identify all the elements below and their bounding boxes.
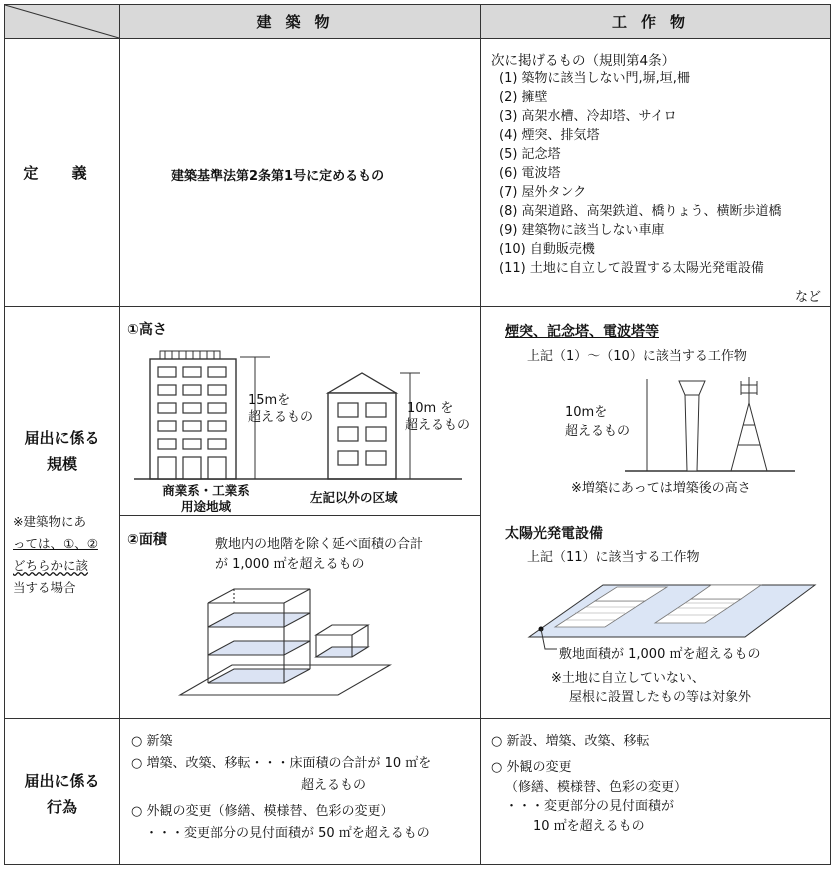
low-threshold-line: 10m を (407, 401, 454, 416)
scale-label-line: 規模 (46, 455, 77, 473)
structure-definition-item: (4) 煙突、排気塔 (499, 128, 600, 143)
building-action-appearance-cont: ・・・変更部分の見付面積が 50 ㎡を超えるもの (145, 826, 430, 841)
area-title: ②面積 (127, 532, 167, 548)
structure-definition-item: (11) 土地に自立して設置する太陽光発電設備 (499, 261, 764, 276)
structure-definition-etc: など (795, 290, 822, 305)
building-action-extend-cont: 超えるもの (301, 778, 367, 793)
solar-sub: 上記（11）に該当する工作物 (527, 550, 700, 565)
structure-action-appearance-detail: （修繕、模様替、色彩の変更） (505, 780, 688, 795)
towers-sub: 上記（1）～（10）に該当する工作物 (527, 349, 747, 364)
structure-action-appearance-cont: ・・・変更部分の見付面積が (505, 799, 675, 814)
floor-area-illustration (120, 575, 480, 705)
area-desc-line: 敷地内の地階を除く延べ面積の合計 (215, 537, 424, 552)
building-action-new: ○ 新築 (131, 734, 173, 749)
solar-note-line: 屋根に設置したもの等は対象外 (569, 690, 752, 705)
action-label (5, 768, 119, 820)
grid-line (120, 515, 481, 516)
action-label-line: 行為 (46, 798, 77, 816)
solar-note (551, 669, 751, 707)
structure-definition-item: (5) 記念塔 (499, 147, 561, 162)
building-action-appearance-detail: （修繕、模様替、色彩の変更） (211, 804, 394, 819)
scale-note (13, 511, 98, 599)
tower-illustration (625, 365, 825, 475)
definition-label-text: 定 義 (23, 164, 101, 182)
tall-threshold (248, 392, 313, 426)
structure-definition-item: (1) 築物に該当しない門,塀,垣,柵 (499, 71, 690, 86)
low-threshold-line: 超えるもの (405, 418, 471, 433)
towers-height-line: 10mを (565, 405, 608, 420)
towers-height-line: 超えるもの (565, 424, 631, 439)
solar-area: 敷地面積が 1,000 ㎡を超えるもの (559, 647, 761, 662)
solar-note-line: ※土地に自立していない、 (551, 671, 705, 686)
tall-threshold-line: 15mを (248, 393, 291, 408)
structure-action-new: ○ 新設、増築、改築、移転 (491, 734, 650, 749)
action-label-line: 届出に係る (24, 772, 100, 790)
structure-definition-list (499, 69, 782, 278)
low-threshold (405, 400, 470, 434)
building-action-appearance-head: ○ 外観の変更 (131, 804, 212, 819)
tall-threshold-line: 超えるもの (248, 410, 314, 425)
towers-height (565, 403, 630, 441)
tall-caption-line: 用途地域 (180, 499, 231, 514)
grid-line (5, 306, 830, 307)
grid-line (480, 5, 481, 864)
low-caption: 左記以外の区域 (310, 490, 398, 505)
scale-note-line: 当する場合 (13, 580, 76, 595)
structure-action-appearance-cont: 10 ㎡を超えるもの (533, 819, 645, 834)
towers-title: 煙突、記念塔、電波塔等 (505, 324, 659, 340)
solar-illustration (505, 565, 825, 655)
tall-caption-line: 商業系・工業系 (162, 483, 250, 498)
structure-actions (491, 731, 687, 837)
grid-line (5, 718, 830, 719)
corner-cell (5, 5, 119, 38)
towers-note: ※増築にあっては増築後の高さ (571, 481, 751, 496)
tall-caption (141, 483, 271, 515)
area-desc (215, 535, 423, 575)
building-action-appearance (131, 801, 431, 823)
scale-label (5, 425, 119, 477)
scale-note-line: っては、①、② (13, 536, 98, 551)
height-title: ①高さ (127, 322, 167, 338)
structure-definition-item: (9) 建築物に該当しない車庫 (499, 223, 665, 238)
structure-definition-item: (7) 屋外タンク (499, 185, 587, 200)
structure-action-appearance-head: ○ 外観の変更 (491, 760, 572, 775)
building-actions (131, 731, 431, 845)
grid-line (5, 38, 830, 39)
regulation-table (4, 4, 831, 865)
definition-label (5, 39, 119, 306)
building-definition: 建築基準法第2条第1号に定めるもの (171, 169, 385, 184)
building-action-extend: ○ 増築、改築、移転・・・床面積の合計が 10 ㎡を (131, 756, 432, 771)
corner-diagonal (5, 5, 119, 38)
solar-title: 太陽光発電設備 (505, 526, 603, 542)
header-structure: 工作物 (481, 5, 830, 38)
scale-note-line: ※建築物にあ (13, 514, 86, 529)
area-desc-line: が 1,000 ㎡を超えるもの (215, 557, 365, 572)
structure-definition-item: (8) 高架道路、高架鉄道、橋りょう、横断歩道橋 (499, 204, 782, 219)
structure-definition-item: (6) 電波塔 (499, 166, 561, 181)
scale-note-line: どちらかに該 (13, 558, 89, 573)
structure-definition-title: 次に掲げるもの（規則第4条） (491, 53, 676, 69)
structure-definition-item: (2) 擁壁 (499, 90, 548, 105)
header-building: 建築物 (120, 5, 480, 38)
scale-label-line: 届出に係る (24, 429, 100, 447)
structure-definition-item: (3) 高架水槽、冷却塔、サイロ (499, 109, 677, 124)
structure-definition-item: (10) 自動販売機 (499, 242, 595, 257)
